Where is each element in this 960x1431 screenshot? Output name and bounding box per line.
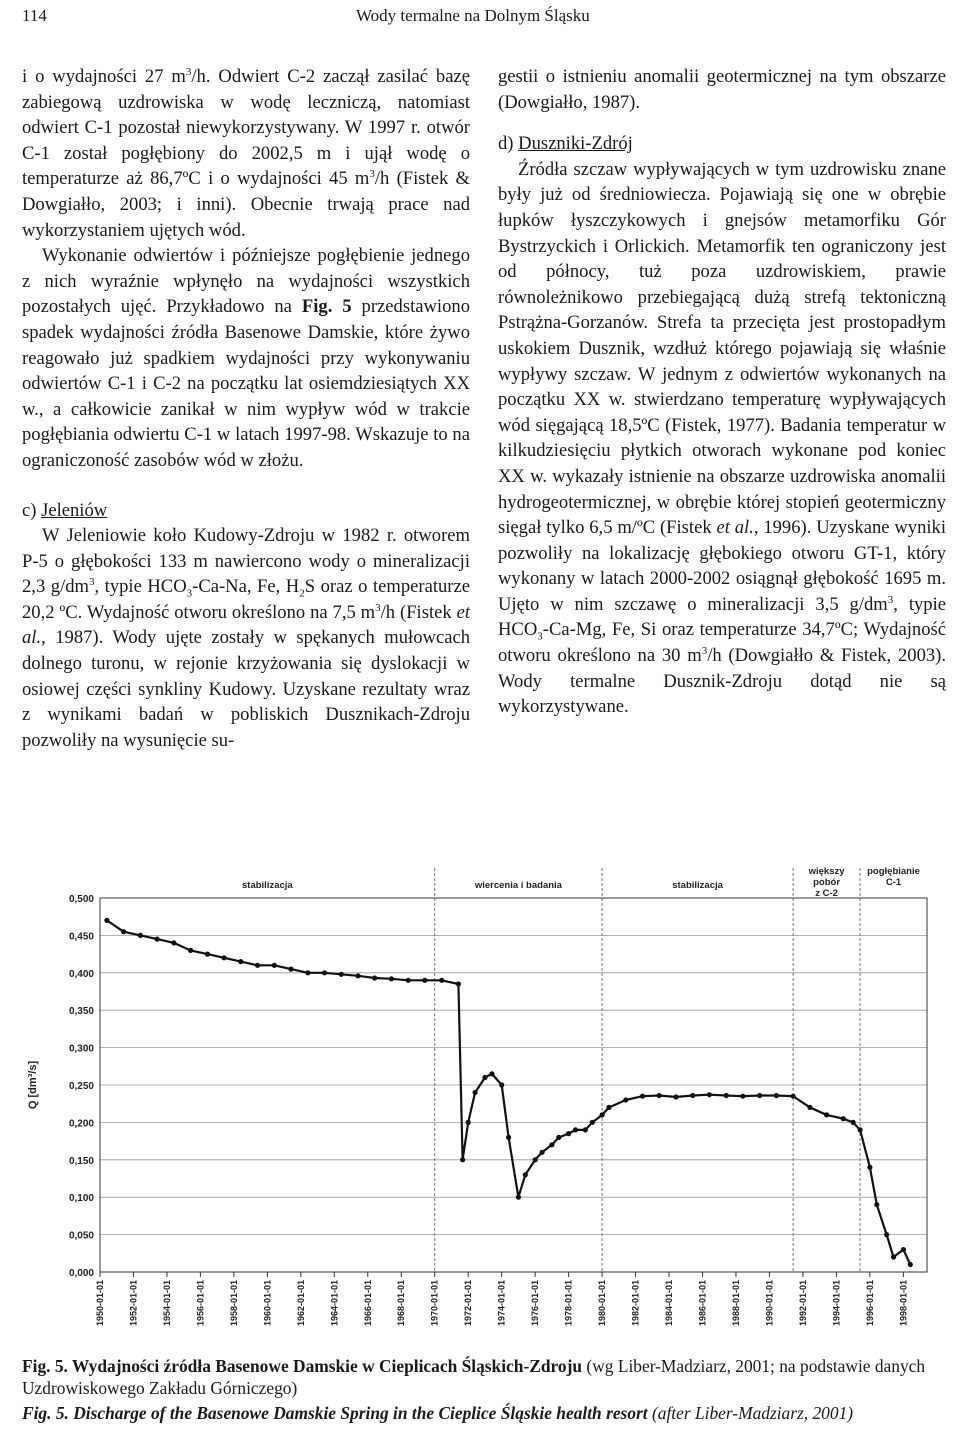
data-point [774, 1093, 779, 1098]
x-tick-label: 1988-01-01 [730, 1280, 741, 1327]
data-point [339, 972, 344, 977]
x-tick-label: 1990-01-01 [764, 1280, 775, 1327]
data-point [255, 963, 260, 968]
data-point [858, 1127, 863, 1132]
data-point [884, 1232, 889, 1237]
running-title: Wody termalne na Dolnym Śląsku [356, 6, 590, 25]
x-tick-label: 1982-01-01 [630, 1280, 641, 1327]
x-tick-label: 1954-01-01 [161, 1280, 172, 1327]
period-annotation: stabilizacja [242, 880, 293, 891]
right-column [498, 64, 946, 720]
data-point [590, 1120, 595, 1125]
x-tick-label: 1976-01-01 [530, 1280, 541, 1327]
period-annotation: stabilizacja [672, 880, 723, 891]
data-point [439, 978, 444, 983]
x-tick-label: 1966-01-01 [362, 1280, 373, 1327]
x-tick-label: 1978-01-01 [563, 1280, 574, 1327]
data-point [824, 1112, 829, 1117]
data-point [372, 975, 377, 980]
paragraph: W Jeleniowie koło Kudowy-Zdroju w 1982 r. otworem P-5 o głębokości 133 m nawiercono wody o mineralizacji 2,3 $g/dm^3$, typie $HCO_3-Ca-Na$, Fe, $H_2S$ oraz o temperaturze 20,2 ºC. Wydajność otworu określono na 7,5 $m^3/h$ (Fistek et al., 1987). Wody ujęte zostały w spękanych mułowcach dolnego turonu, w rejonie krzyżowania się dyslokacji w osiowej części synkliny Kudowy. Uzyskane rezultaty wraz z wynikami badań w pobliskich Dusznikach-Zdroju pozwoliły na wysunięcie su- [22, 525, 470, 751]
data-point [499, 1082, 504, 1087]
data-point [707, 1092, 712, 1097]
data-point [460, 1157, 465, 1162]
data-point [138, 933, 143, 938]
y-tick-label: 0,450 [68, 931, 94, 943]
data-point [422, 978, 427, 983]
data-point [573, 1127, 578, 1132]
data-point [489, 1071, 494, 1076]
data-point [322, 970, 327, 975]
x-tick-label: 1994-01-01 [831, 1280, 842, 1327]
figure-caption-en: Fig. 5. Discharge of the Basenowe Damskie Spring in the Cieplice Śląskie health resort (after Liber-Madziarz, 2001) [22, 1403, 854, 1423]
period-annotation: pogłębianie C-1 [867, 866, 920, 888]
data-point [355, 973, 360, 978]
discharge-chart [22, 862, 940, 1340]
data-point [272, 963, 277, 968]
data-point [540, 1150, 545, 1155]
y-tick-label: 0,200 [68, 1118, 94, 1130]
period-annotation: wiercenia i badania [474, 880, 562, 891]
data-point [305, 970, 310, 975]
data-point [104, 918, 109, 923]
y-tick-label: 0,350 [68, 1006, 94, 1018]
data-point [205, 952, 210, 957]
x-tick-label: 1958-01-01 [228, 1280, 239, 1327]
x-tick-label: 1974-01-01 [496, 1280, 507, 1327]
x-tick-label: 1984-01-01 [664, 1280, 675, 1327]
data-point [583, 1127, 588, 1132]
data-point [506, 1135, 511, 1140]
data-point [901, 1247, 906, 1252]
data-point [807, 1105, 812, 1110]
data-point [874, 1202, 879, 1207]
x-tick-label: 1962-01-01 [295, 1280, 306, 1327]
data-point [466, 1120, 471, 1125]
paragraph: i o wydajności 27 $m^3/h$. Odwiert C-2 zaczął zasilać bazę zabiegową uzdrowiska w wodę leczniczą, natomiast odwiert C-1 pozostał niewykorzystywany. W 1997 r. otwór C-1 został pogłębiony do 2002,5 m i ujął wodę o temperaturze aż 86,7ºC i o wydajności 45 $m^3/h$ (Fistek & Dowgiałło, 2003; i inni). Obecnie trwają prace nad wykorzystaniem ujętych wód. [22, 65, 470, 241]
data-point [171, 940, 176, 945]
x-tick-label: 1950-01-01 [95, 1280, 105, 1327]
data-point [516, 1195, 521, 1200]
paragraph: Źródła szczaw wypływających w tym uzdrowisku znane były już od średniowiecza. Pojawiają się one w obrębie łupków łyszczykowych i gnejsów metamorfiku Gór Bystrzyckich i Orlickich. Metamorfik ten ograniczony jest od północy, tuż poza uzdrowiskiem, prawie równoleżnikowo przebiegającą dużą strefą tektoniczną Pstrążna-Gorzanów. Strefa ta przecięta jest prostopadłym uskokiem Dusznik, wzdłuż którego pojawiają się właśnie wypływy szczaw. W jednym z odwiertów wykonanych na początku XX w. stwierdzano temperaturę wypływających wód sięgającą 18,5ºC (Fistek, 1977). Badania temperatur w kilkudziesięciu płytkich otworach wykonane pod koniec XX w. wykazały istnienie na obszarze uzdrowiska anomalii hydrogeotermicznej, w obrębie której stopień geotermiczny sięgał tylko 6,5 m/ºC (Fistek et al., 1996). Uzyskane wyniki pozwoliły na lokalizację głębokiego otworu GT-1, który wykonany w latach 2000-2002 osiągnął głębokość 1695 m. Ujęto w nim szczawę o mineralizacji 3,5 $g/dm^3$, typie $HCO_3-Ca-Mg$, Fe, Si oraz temperaturze 34,7ºC; Wydajność otworu określono na 30 $m^3/h$ (Dowgiałło & Fistek, 2003). Wody termalne Dusznik-Zdroju dotąd nie są wykorzystywane. [498, 158, 947, 718]
data-point [155, 937, 160, 942]
data-point [566, 1131, 571, 1136]
paragraph: gestii o istnieniu anomalii geotermicznej na tym obszarze (Dowgiałło, 1987). [498, 66, 946, 113]
x-tick-label: 1998-01-01 [898, 1280, 909, 1327]
x-tick-label: 1956-01-01 [195, 1280, 206, 1327]
data-point [791, 1094, 796, 1099]
x-tick-label: 1992-01-01 [797, 1280, 808, 1327]
data-point [851, 1120, 856, 1125]
data-point [473, 1090, 478, 1095]
x-tick-label: 1996-01-01 [864, 1280, 875, 1327]
section-heading-duszniki: d) Duszniki-Zdrój [498, 133, 633, 155]
y-tick-label: 0,250 [68, 1081, 94, 1092]
page-number: 114 [22, 6, 47, 25]
section-heading-jeleniow: c) Jeleniów [22, 499, 108, 521]
data-point [406, 978, 411, 983]
data-point [724, 1093, 729, 1098]
x-tick-label: 1960-01-01 [262, 1280, 273, 1327]
data-point [288, 967, 293, 972]
data-point [188, 948, 193, 953]
period-annotation: większy pobór z C-2 [808, 866, 845, 899]
data-point [523, 1172, 528, 1177]
figure-caption-pl: Fig. 5. Wydajności źródła Basenowe Damskie w Cieplicach Śląskich-Zdroju (wg Liber-Madziarz, 2001; na podstawie danych Uzdrowiskowego Zakładu Górniczego) [22, 1356, 926, 1398]
y-tick-label: 0,500 [68, 894, 94, 905]
data-point [908, 1262, 913, 1267]
data-point [389, 976, 394, 981]
running-header [0, 6, 960, 30]
data-point [533, 1157, 538, 1162]
x-tick-label: 1986-01-01 [697, 1280, 708, 1327]
data-point [606, 1105, 611, 1110]
data-point [456, 981, 461, 986]
y-tick-label: 0,300 [68, 1043, 94, 1055]
data-point [673, 1094, 678, 1099]
data-point [867, 1165, 872, 1170]
x-tick-label: 1968-01-01 [396, 1280, 407, 1327]
x-tick-label: 1980-01-01 [597, 1280, 608, 1327]
data-point [690, 1093, 695, 1098]
y-tick-label: 0,150 [68, 1155, 94, 1167]
y-tick-label: 0,400 [68, 968, 94, 980]
data-point [556, 1135, 561, 1140]
x-tick-label: 1972-01-01 [463, 1280, 474, 1327]
paragraph: Wykonanie odwiertów i późniejsze pogłębienie jednego z nich wyraźnie wpłynęło na wydajności wszystkich pozostałych ujęć. Przykładowo na Fig. 5 przedstawiono spadek wydajności źródła Basenowe Damskie, które żywo reagowało już spadkiem wydajności przy wykonywaniu odwiertów C-1 i C-2 na początku lat osiemdziesiątych XX w., a całkowicie zanikał w nim wypływ wód w trakcie pogłębiania odwiertu C-1 w latach 1997-98. Wskazuje to na ograniczoność zasobów wód w złożu. [22, 245, 470, 471]
data-point [623, 1097, 628, 1102]
y-tick-label: 0,050 [68, 1230, 94, 1242]
data-point [657, 1093, 662, 1098]
data-point [600, 1112, 605, 1117]
data-point [549, 1142, 554, 1147]
data-point [757, 1093, 762, 1098]
data-point [238, 959, 243, 964]
y-tick-label: 0,100 [68, 1193, 94, 1205]
chart-background [22, 862, 940, 1340]
y-axis-label: Q [dm³/s] [27, 1060, 39, 1110]
x-tick-label: 1952-01-01 [128, 1280, 139, 1327]
y-tick-label: 0,000 [68, 1268, 94, 1279]
figure-reference: Fig. 5 [301, 296, 352, 318]
x-tick-label: 1964-01-01 [329, 1280, 340, 1327]
data-point [222, 955, 227, 960]
data-point [891, 1254, 896, 1259]
data-point [482, 1075, 487, 1080]
data-point [740, 1094, 745, 1099]
left-column [22, 64, 470, 753]
x-tick-label: 1970-01-01 [429, 1280, 440, 1327]
data-point [640, 1094, 645, 1099]
data-point [121, 929, 126, 934]
data-point [841, 1116, 846, 1121]
